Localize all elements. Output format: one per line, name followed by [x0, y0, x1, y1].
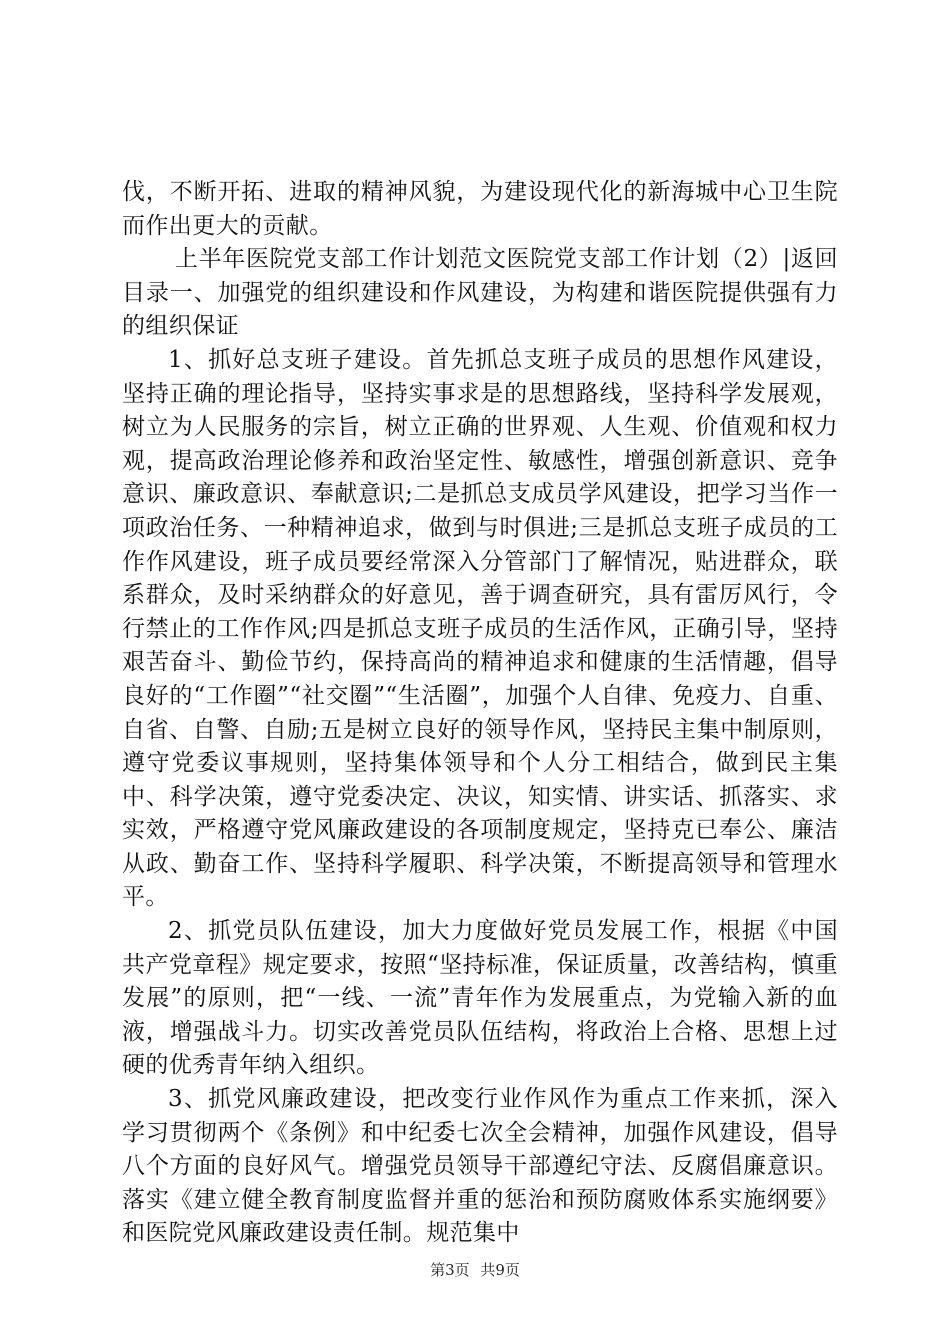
- page-total: 共9页: [480, 1261, 520, 1279]
- page-footer: [0, 1259, 950, 1280]
- page-number: 第3页: [430, 1261, 470, 1279]
- paragraph-item-1: 1、抓好总支班子建设。首先抓总支班子成员的思想作风建设，坚持正确的理论指导，坚持实事求是的思想路线，坚持科学发展观，树立为人民服务的宗旨，树立正确的世界观、人生观、价值观和权力观，提高政治理论修养和政治坚定性、敏感性，增强创新意识、竞争意识、廉政意识、奉献意识;二是抓总支成员学风建设，把学习当作一项政治任务、一种精神追求，做到与时俱进;三是抓总支班子成员的工作作风建设，班子成员要经常深入分管部门了解情况，贴进群众，联系群众，及时采纳群众的好意见，善于调查研究，具有雷厉风行，令行禁止的工作作风;四是抓总支班子成员的生活作风，正确引导，坚持艰苦奋斗、勤俭节约，保持高尚的精神追求和健康的生活情趣，倡导良好的“工作圈”“社交圈”“生活圈”，加强个人自律、免疫力、自重、自省、自警、自励;五是树立良好的领导作风，坚持民主集中制原则，遵守党委议事规则，坚持集体领导和个人分工相结合，做到民主集中、科学决策，遵守党委决定、决议，知实情、讲实话、抓落实、求实效，严格遵守党风廉政建设的各项制度规定，坚持克已奉公、廉洁从政、勤奋工作、坚持科学履职、科学决策，不断提高领导和管理水平。: [122, 346, 838, 911]
- paragraph-section-heading: 上半年医院党支部工作计划范文医院党支部工作计划（2）|返回目录一、加强党的组织建设和作风建设，为构建和谐医院提供强有力的组织保证: [122, 246, 838, 340]
- paragraph-item-2: 2、抓党员队伍建设，加大力度做好党员发展工作，根据《中国共产党章程》规定要求，按照“坚持标准，保证质量，改善结构，慎重发展”的原则，把“一线、一流”青年作为发展重点，为党输入新的血液，增强战斗力。切实改善党员队伍结构，将政治上合格、思想上过硬的优秀青年纳入组织。: [122, 918, 838, 1079]
- paragraph-continuation: 伐，不断开拓、进取的精神风貌，为建设现代化的新海城中心卫生院而作出更大的贡献。: [122, 179, 838, 239]
- document-body: [122, 176, 838, 1251]
- paragraph-item-3: 3、抓党风廉政建设，把改变行业作风作为重点工作来抓，深入学习贯彻两个《条例》和中纪委七次全会精神，加强作风建设，倡导八个方面的良好风气。增强党员领导干部遵纪守法、反腐倡廉意识。落实《建立健全教育制度监督并重的惩治和预防腐败体系实施纲要》和医院党风廉政建设责任制。规范集中: [122, 1086, 838, 1247]
